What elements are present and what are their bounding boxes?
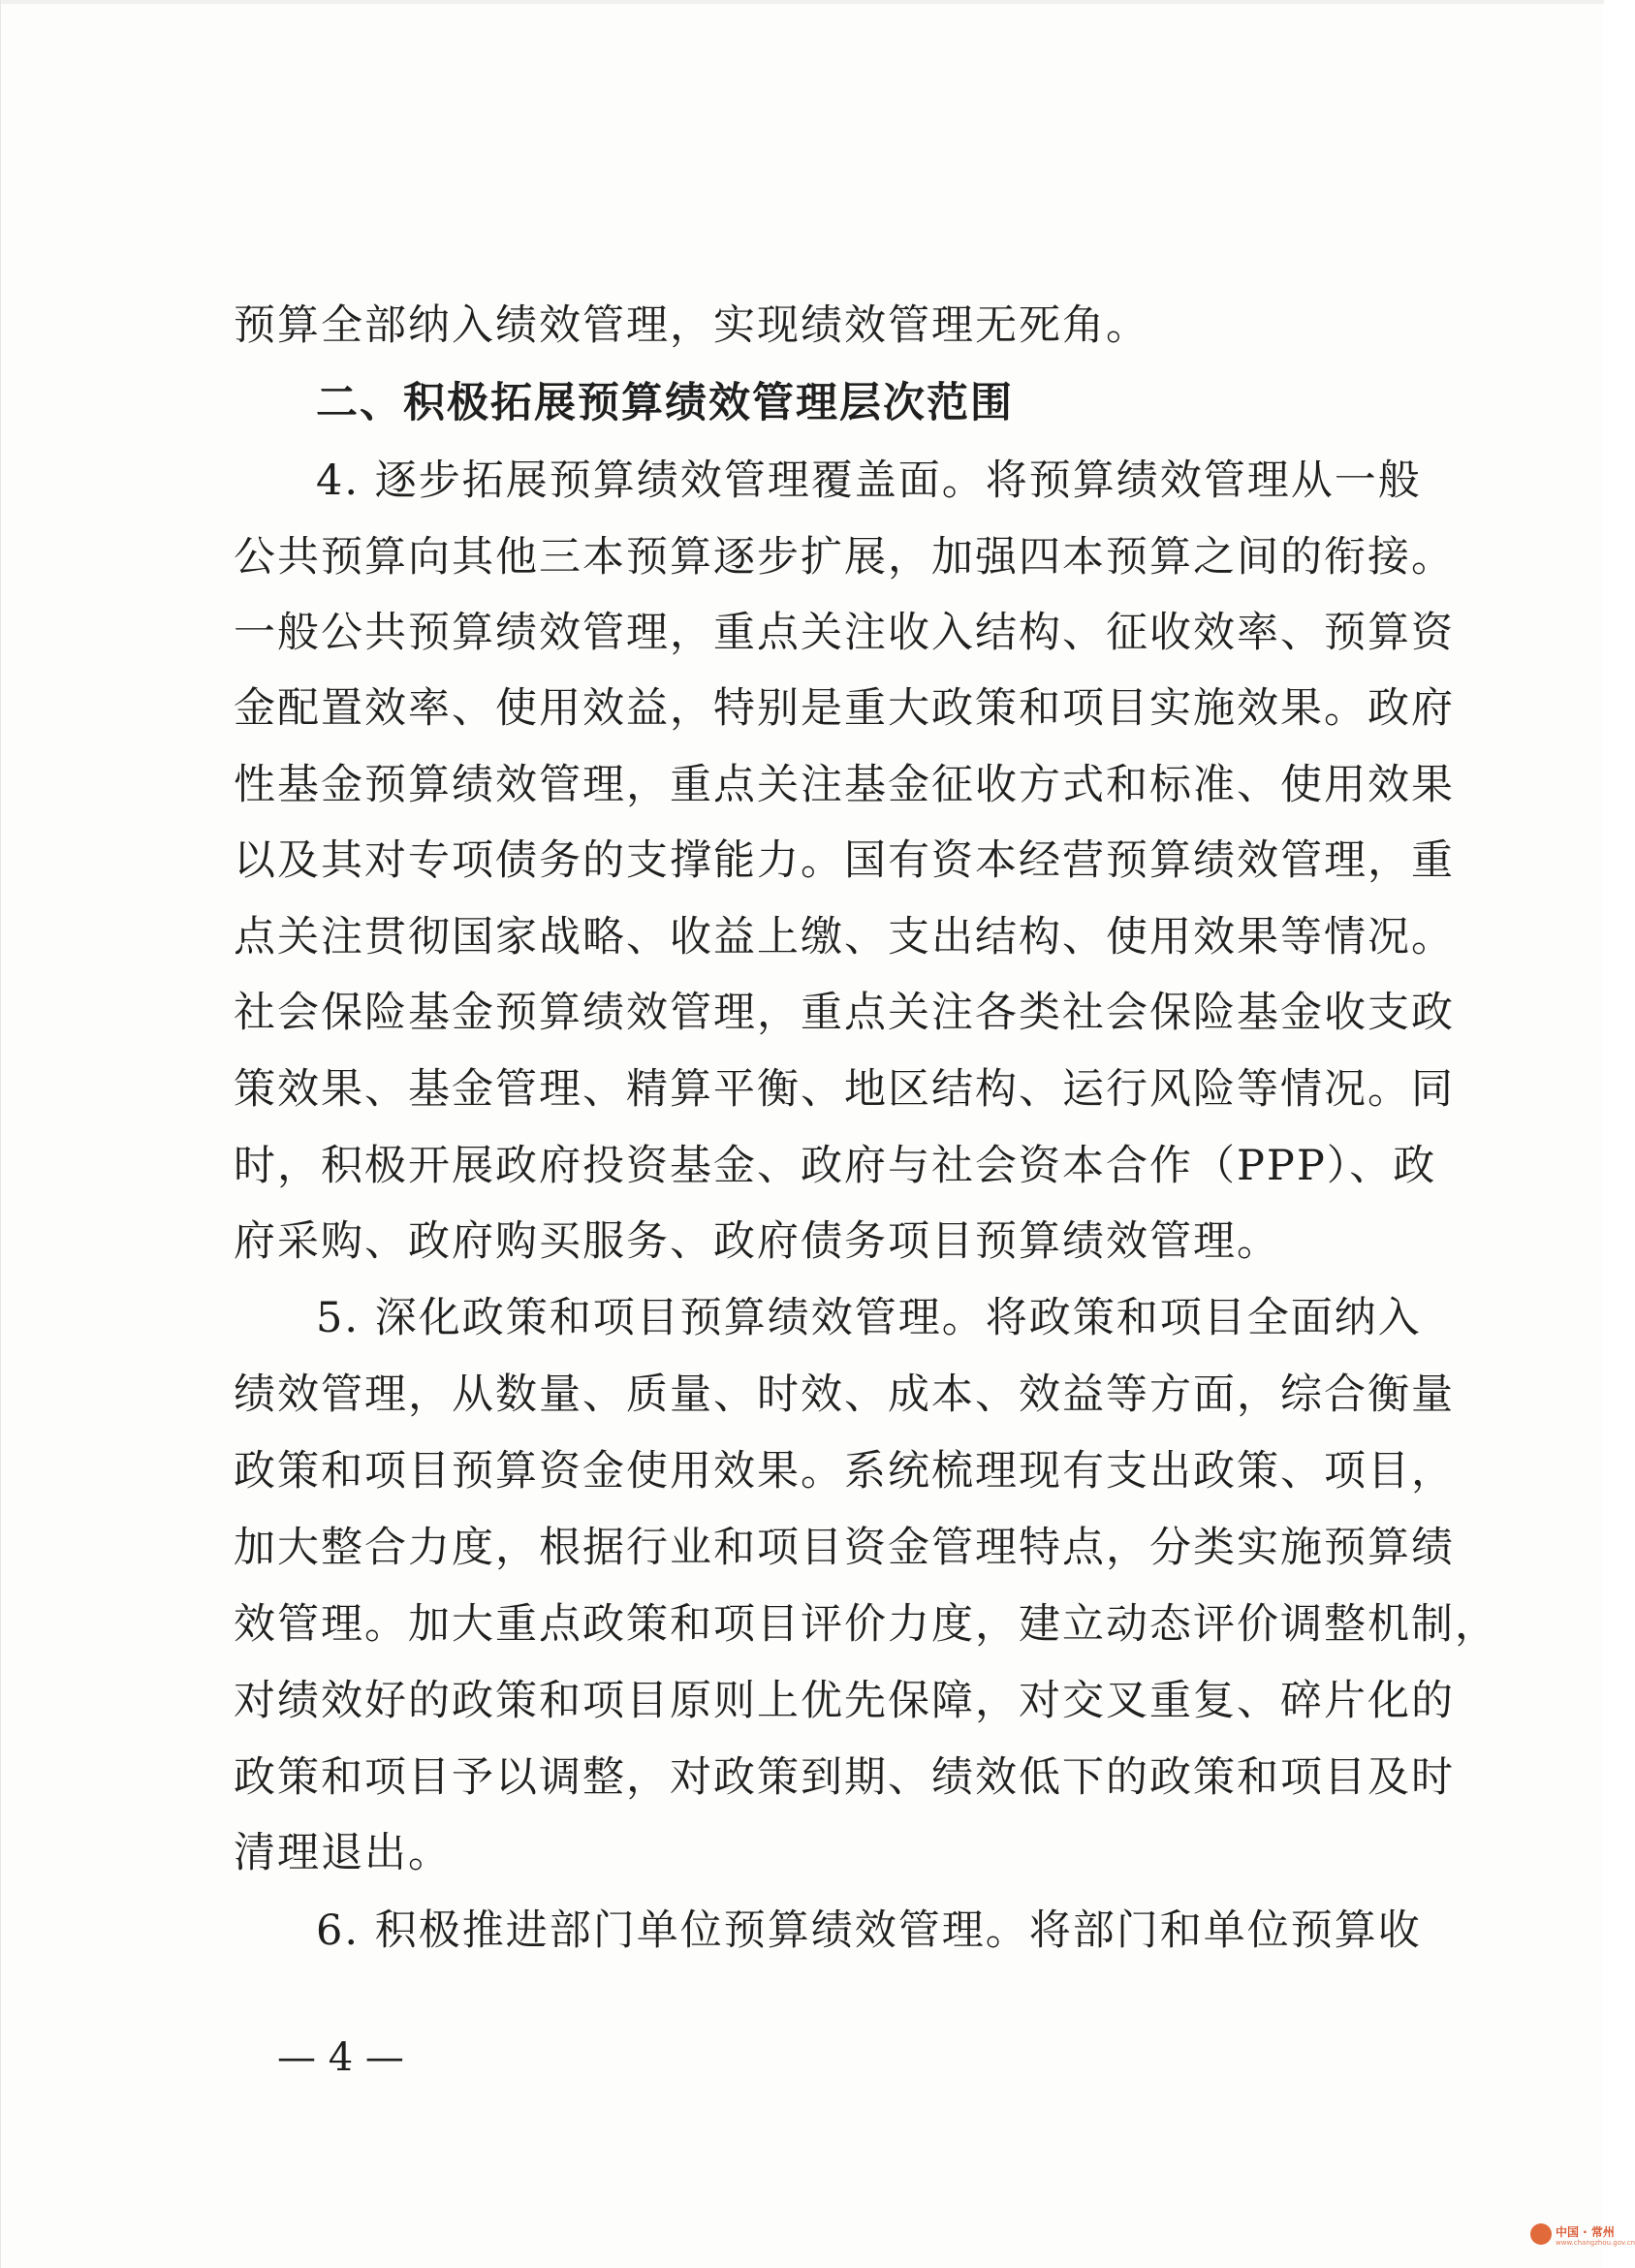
text-line: 公共预算向其他三本预算逐步扩展，加强四本预算之间的衔接。 <box>234 533 1455 582</box>
text-line: 点关注贯彻国家战略、收益上缴、支出结构、使用效果等情况。 <box>234 913 1455 961</box>
paragraph-start: 4. 逐步拓展预算绩效管理覆盖面。将预算绩效管理从一般 <box>316 457 1422 505</box>
section-heading: 二、积极拓展预算绩效管理层次范围 <box>316 379 1014 427</box>
text-line: 一般公共预算绩效管理，重点关注收入结构、征收效率、预算资 <box>234 609 1455 657</box>
text-line: 性基金预算绩效管理，重点关注基金征收方式和标准、使用效果 <box>234 761 1455 809</box>
paragraph-start: 5. 深化政策和项目预算绩效管理。将政策和项目全面纳入 <box>316 1294 1422 1342</box>
text-line: 预算全部纳入绩效管理，实现绩效管理无死角。 <box>234 301 1149 350</box>
text-line: 加大整合力度，根据行业和项目资金管理特点，分类实施预算绩 <box>234 1524 1455 1572</box>
text-line: 以及其对专项债务的支撑能力。国有资本经营预算绩效管理，重 <box>234 836 1455 885</box>
text-line: 清理退出。 <box>234 1829 452 1877</box>
text-line: 对绩效好的政策和项目原则上优先保障，对交叉重复、碎片化的 <box>234 1677 1455 1725</box>
text-line: 政策和项目予以调整，对政策到期、绩效低下的政策和项目及时 <box>234 1753 1455 1802</box>
text-line: 府采购、政府购买服务、政府债务项目预算绩效管理。 <box>234 1217 1280 1266</box>
text-line: 金配置效率、使用效益，特别是重大政策和项目实施效果。政府 <box>234 684 1455 733</box>
scan-edge <box>1 0 1604 4</box>
page-number: — 4 — <box>277 2035 404 2080</box>
text-line: 效管理。加大重点政策和项目评价力度，建立动态评价调整机制， <box>234 1600 1498 1649</box>
paragraph-start: 6. 积极推进部门单位预算绩效管理。将部门和单位预算收 <box>316 1906 1422 1955</box>
text-line: 社会保险基金预算绩效管理，重点关注各类社会保险基金收支政 <box>234 989 1455 1037</box>
watermark-url: www.changzhou.gov.cn <box>1556 2239 1635 2247</box>
watermark-text: 中国 · 常州 <box>1556 2225 1615 2239</box>
text-line: 策效果、基金管理、精算平衡、地区结构、运行风险等情况。同 <box>234 1065 1455 1114</box>
text-line: 时，积极开展政府投资基金、政府与社会资本合作（PPP）、政 <box>234 1142 1437 1190</box>
text-line: 绩效管理，从数量、质量、时效、成本、效益等方面，综合衡量 <box>234 1370 1455 1419</box>
watermark <box>1530 2220 1635 2262</box>
text-line: 政策和项目预算资金使用效果。系统梳理现有支出政策、项目， <box>234 1447 1455 1496</box>
watermark-logo-icon <box>1530 2223 1552 2245</box>
